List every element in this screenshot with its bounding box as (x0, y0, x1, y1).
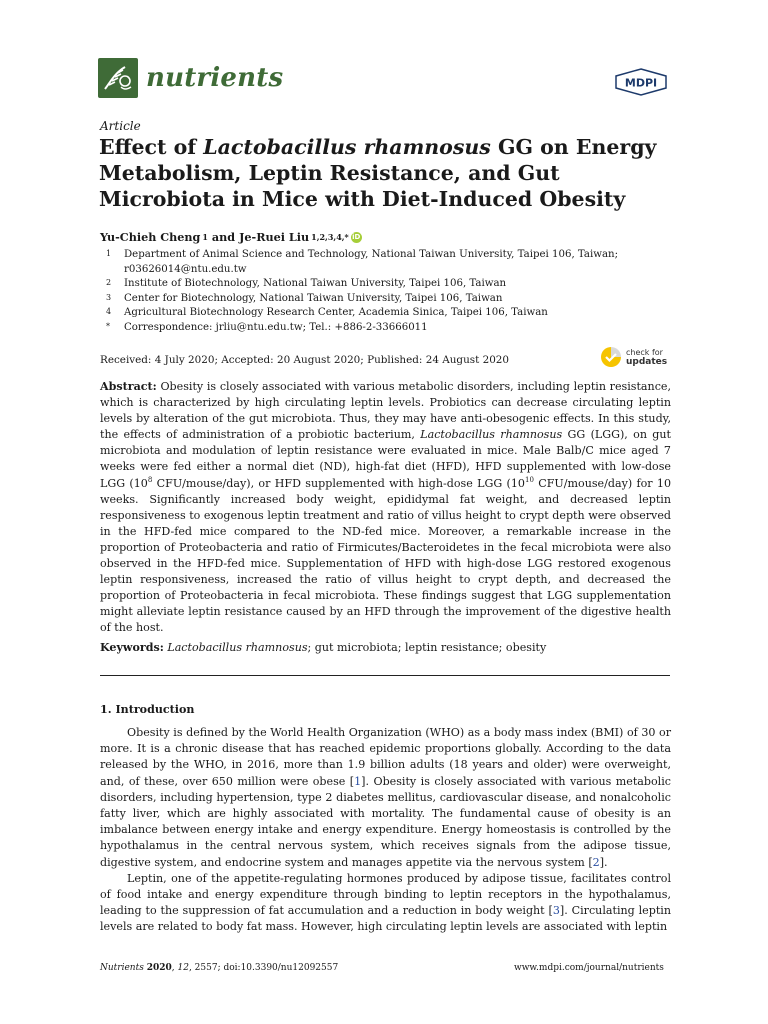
abstract-label: Abstract: (100, 380, 157, 393)
footer-citation: Nutrients 2020, 12, 2557; doi:10.3390/nu12092557 (100, 963, 339, 973)
affiliation-ref: 1 (202, 232, 208, 242)
author-name[interactable]: Yu-Chieh Cheng (100, 230, 201, 244)
affiliation-item (100, 306, 660, 321)
check-for-updates-badge[interactable] (600, 344, 674, 370)
journal-logo[interactable] (98, 58, 283, 98)
affiliation-ref: 1,2,3,4,* (311, 232, 349, 242)
author-list (100, 230, 362, 244)
affiliation-marker: 3 (106, 292, 112, 302)
affiliation-marker: 4 (106, 307, 112, 316)
affiliation-marker: 1 (106, 249, 112, 258)
author-conjunction: and (211, 230, 236, 244)
affiliation-text: Agricultural Biotechnology Research Center, Academia Sinica, Taipei 106, Taiwan (124, 307, 548, 318)
body-paragraph: Obesity is defined by the World Health Organization (WHO) as a body mass index (BMI) of 30 or more. It is a chronic disease that has reached epidemic proportions globally. According to the data released by the WHO, in 2016, more than 1.9 billion adults (18 years and older) were overweight, and, of these, over 650 million were obese [1]. Obesity is closely associated with various metabolic disorders, including hypertension, type 2 diabetes mellitus, cardiovascular disease, and nonalcoholic fatty liver, which are highly associated with mortality. The fundamental cause of obesity is an imbalance between energy intake and energy expenditure. Energy homeostasis is controlled by the hypothalamus in the central nervous system, which receives signals from the adipose tissue, digestive system, and endocrine system and manages appetite via the nervous system [2]. (100, 726, 671, 869)
check-updates-label: updates (626, 356, 668, 367)
author-name[interactable]: Je-Ruei Liu (239, 230, 310, 244)
journal-name: nutrients (146, 63, 284, 93)
journal-url[interactable]: www.mdpi.com/journal/nutrients (514, 963, 664, 973)
affiliation-marker: 2 (106, 278, 112, 287)
keywords: Keywords: Lactobacillus rhamnosus; gut microbiota; leptin resistance; obesity (100, 641, 547, 654)
introduction-body (100, 725, 671, 936)
publication-dates: Received: 4 July 2020; Accepted: 20 August 2020; Published: 24 August 2020 (100, 354, 510, 366)
affiliation-text: Center for Biotechnology, National Taiwan University, Taipei 106, Taiwan (124, 292, 503, 304)
body-paragraph: Leptin, one of the appetite-regulating hormones produced by adipose tissue, facilitates control of food intake and energy expenditure through binding to leptin receptors in the hypothalamus, leading to the suppression of fat accumulation and a reduction in body weight [3]. Circulating leptin levels are related to body fat mass. However, high circulating leptin levels are associated with leptin (100, 871, 671, 934)
check-updates-icon (600, 346, 622, 368)
citation-link[interactable]: 2 (592, 855, 600, 869)
keywords-label: Keywords: (100, 641, 164, 654)
affiliation-text: Department of Animal Science and Technology, National Taiwan University, Taipei 106, Taiwan; r03626014@ntu.edu.tw (124, 249, 619, 275)
affiliation-text: Institute of Biotechnology, National Taiwan University, Taipei 106, Taiwan (124, 278, 507, 289)
article-type: Article (100, 119, 141, 133)
citation-link[interactable]: 3 (552, 904, 560, 918)
orcid-icon[interactable]: iD (352, 232, 361, 241)
affiliation-item (100, 321, 660, 336)
section-heading: 1. Introduction (100, 703, 195, 716)
affiliation-item (100, 277, 660, 292)
affiliation-list (100, 248, 660, 335)
affiliation-item (100, 248, 660, 277)
correspondence-text: Correspondence: jrliu@ntu.edu.tw; Tel.: +886-2-33666011 (124, 321, 428, 333)
affiliation-marker: * (106, 321, 110, 331)
citation-link[interactable]: 1 (354, 774, 362, 788)
check-updates-label: check for (626, 347, 663, 357)
nutrients-logo-icon (98, 58, 138, 98)
article-title: Effect of Lactobacillus rhamnosus GG on Energy Metabolism, Leptin Resistance, and Gut Microbiota in Mice with Diet-Induced Obesity (99, 135, 657, 211)
mdpi-logo[interactable] (612, 68, 670, 96)
affiliation-item (100, 292, 660, 307)
section-divider (100, 675, 670, 676)
abstract: Abstract: Obesity is closely associated with various metabolic disorders, including leptin resistance, which is characterized by high circulating leptin levels. Probiotics can decrease circulating leptin levels by alteration of the gut microbiota. Thus, they may have anti-obesogenic effects. In this study, the effects of administration of a probiotic bacterium, Lactobacillus rhamnosus GG (LGG), on gut microbiota and modulation of leptin resistance were evaluated in mice. Male Balb/C mice aged 7 weeks were fed either a normal diet (ND), high-fat diet (HFD), HFD supplemented with low-dose LGG ($10^8$ CFU/mouse/day), or HFD supplemented with high-dose LGG ($10^{10}$ CFU/mouse/day) for 10 weeks. Significantly increased body weight, epididymal fat weight, and decreased leptin responsiveness to exogenous leptin treatment and ratio of villus height to crypt depth were observed in the HFD-fed mice compared to the ND-fed mice. Moreover, a remarkable increase in the proportion of Proteobacteria and ratio of Firmicutes/Bacteroidetes in the fecal microbiota were also observed in the HFD-fed mice. Supplementation of HFD with high-dose LGG restored exogenous leptin responsiveness, increased the ratio of villus height to crypt depth, and decreased the proportion of Proteobacteria in fecal microbiota. These findings suggest that LGG supplementation might alleviate leptin resistance caused by an HFD through the improvement of the digestive health of the host. (100, 380, 672, 635)
publisher-name: MDPI (624, 76, 658, 90)
